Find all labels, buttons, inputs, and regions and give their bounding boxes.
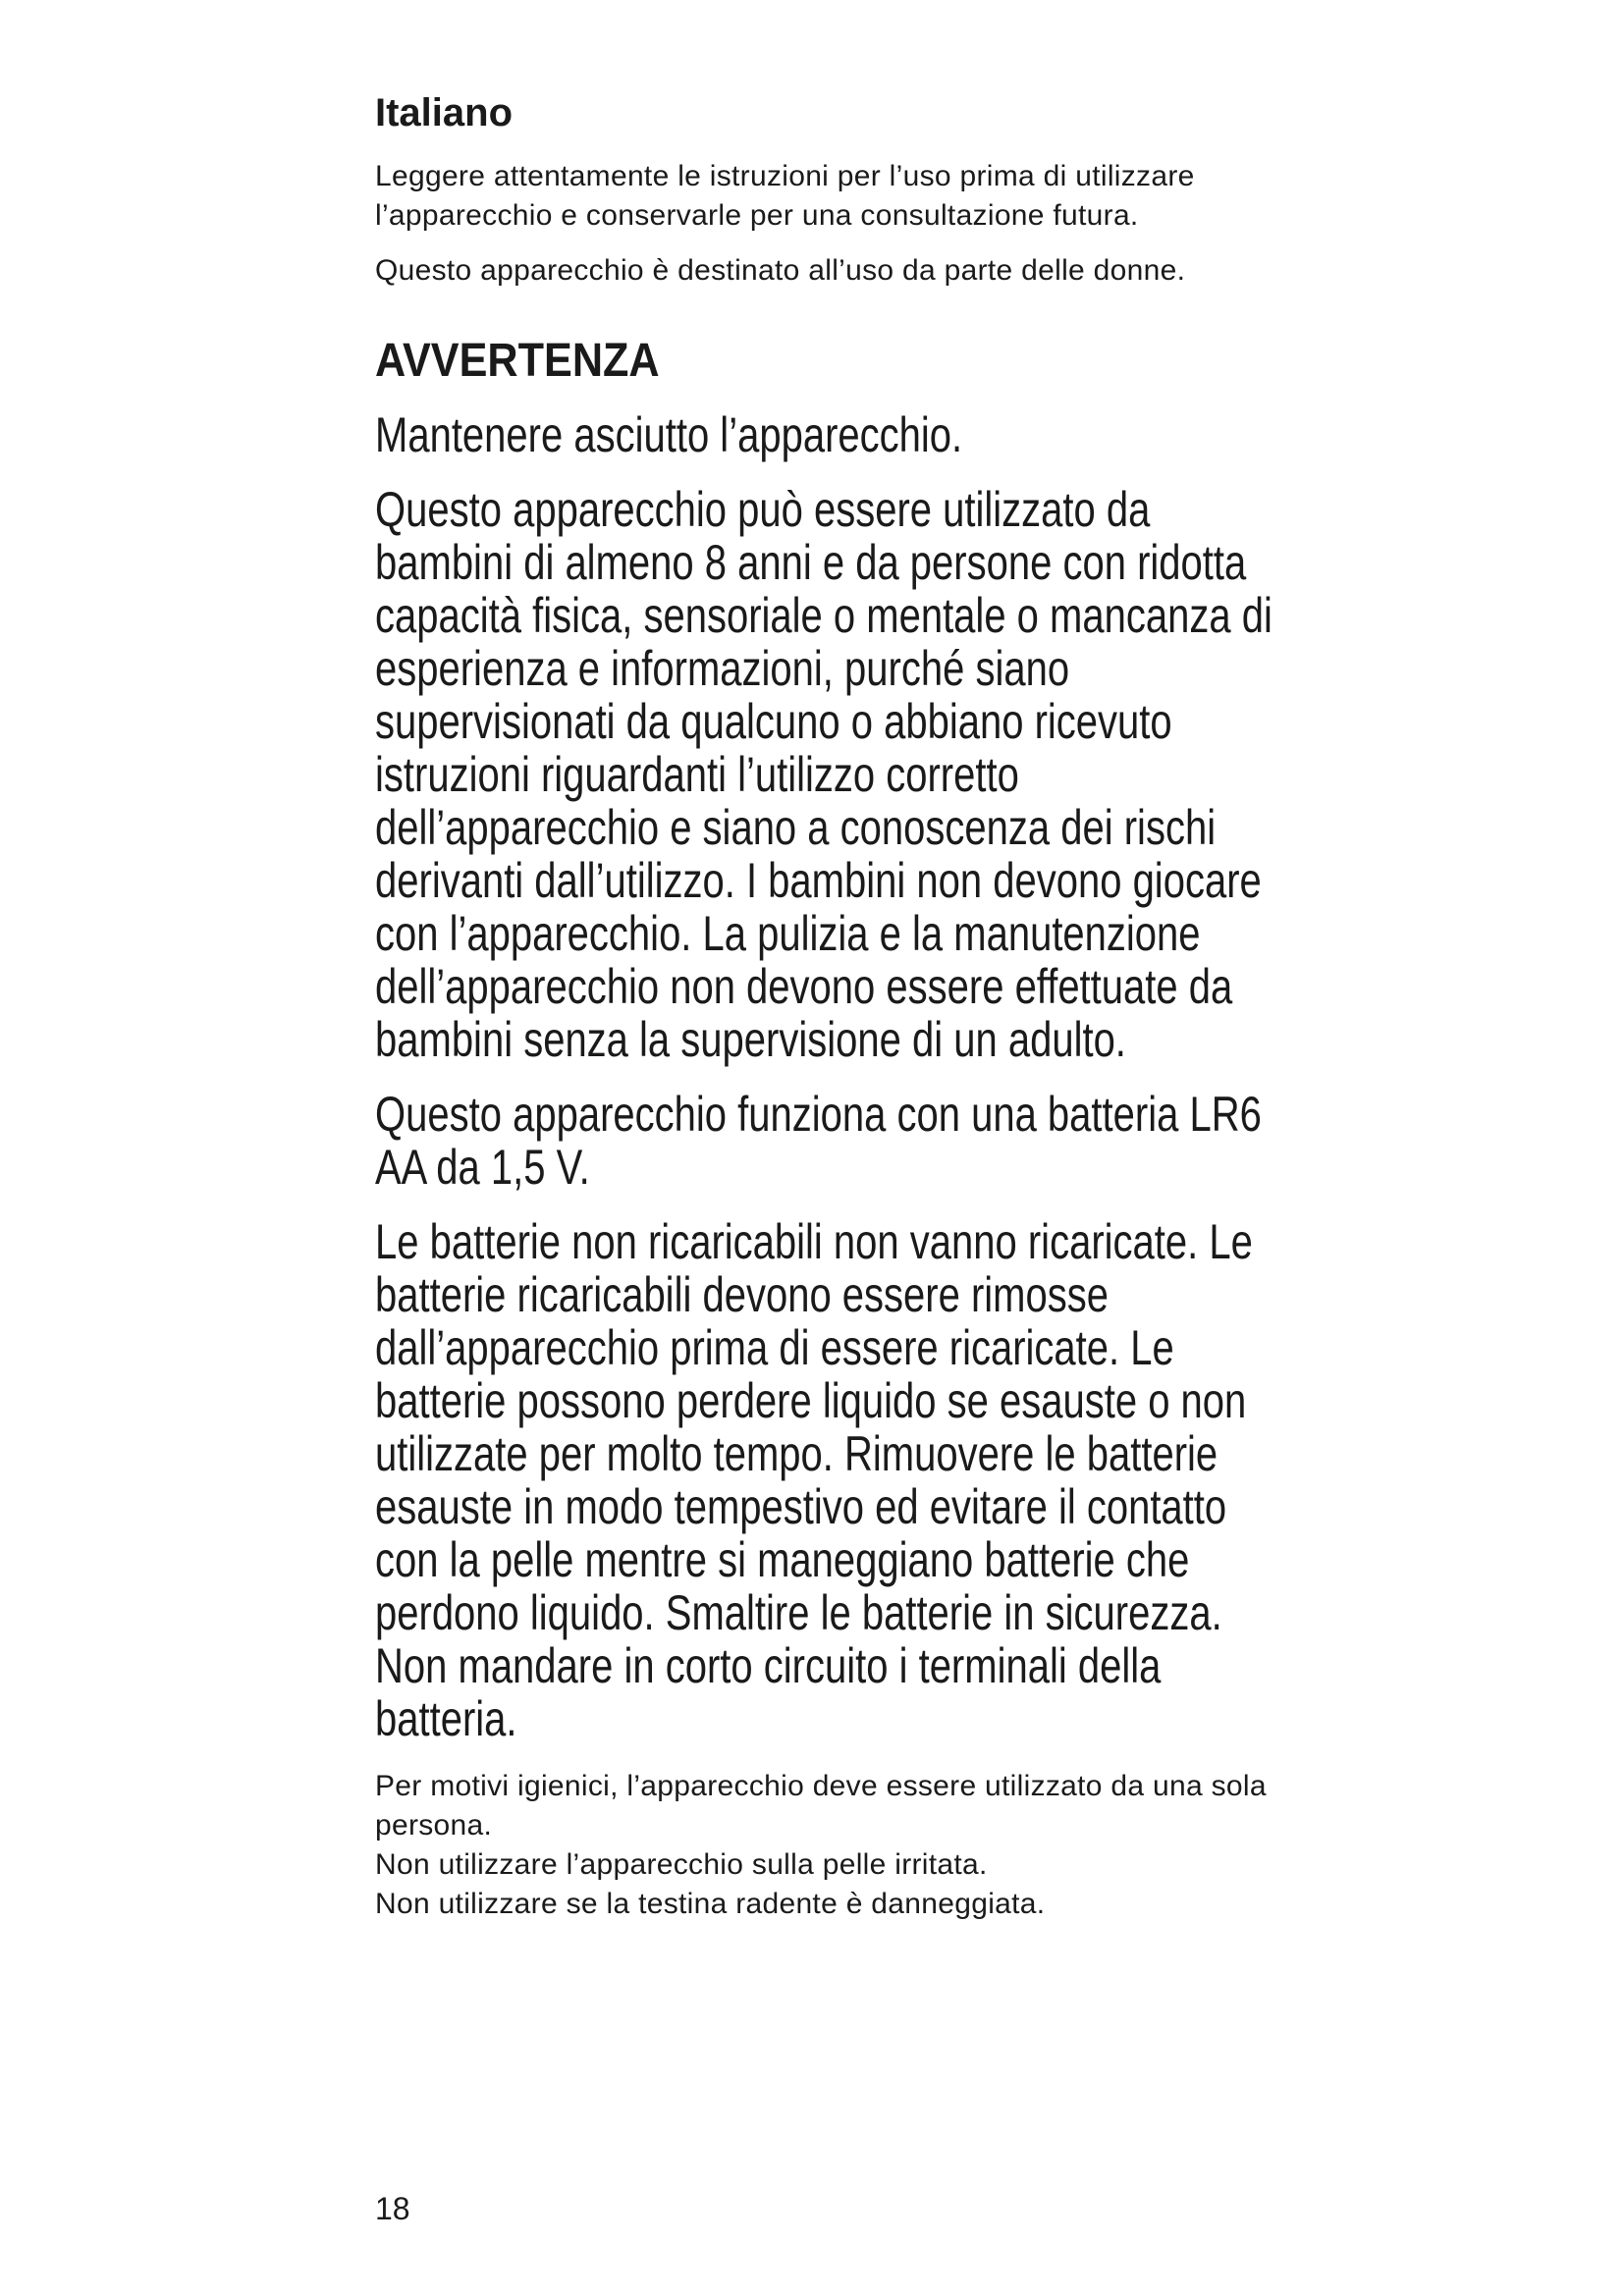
footer-note-irritated-skin: Non utilizzare l’apparecchio sulla pelle irritata.	[375, 1848, 988, 1881]
footer-notes	[375, 1767, 1278, 1924]
intro-instructions: Leggere attentamente le istruzioni per l’uso prima di utilizzare l’apparecchio e conservarle per una consultazione futura.	[375, 160, 1195, 232]
section-title: Italiano	[375, 91, 514, 134]
page-content	[375, 90, 1278, 1924]
footer-note-hygiene: Per motivi igienici, l’apparecchio deve essere utilizzato da una sola persona.	[375, 1770, 1267, 1842]
warning-keep-dry: Mantenere asciutto l’apparecchio.	[375, 407, 963, 462]
warning-children-use: Questo apparecchio può essere utilizzato da bambini di almeno 8 anni e da persone con ridotta capacità fisica, sensoriale o mentale o mancanza di esperienza e informazioni, purché siano supervisionati da qualcuno o abbiano ricevuto istruzioni riguardanti l’utilizzo corretto dell’apparecchio e siano a conoscenza dei rischi derivanti dall’utilizzo. I bambini non devono giocare con l’apparecchio. La pulizia e la manutenzione dell’apparecchio non devono essere effettuate da bambini senza la supervisione di un adulto.	[375, 482, 1272, 1067]
page-number: 18	[375, 2191, 410, 2226]
warning-battery-handling: Le batterie non ricaricabili non vanno ricaricate. Le batterie ricaricabili devono essere rimosse dall’apparecchio prima di essere ricaricate. Le batterie possono perdere liquido se esauste o non utilizzate per molto tempo. Rimuovere le batterie esauste in modo tempestivo ed evitare il contatto con la pelle mentre si maneggiano batterie che perdono liquido. Smaltire le batterie in sicurezza. Non mandare in corto circuito i terminali della batteria.	[375, 1214, 1253, 1746]
footer-note-damaged-head: Non utilizzare se la testina radente è danneggiata.	[375, 1888, 1046, 1920]
intro-intended-use: Questo apparecchio è destinato all’uso da parte delle donne.	[375, 254, 1186, 287]
warning-block	[375, 408, 1278, 1745]
warning-battery-type: Questo apparecchio funziona con una batteria LR6 AA da 1,5 V.	[375, 1087, 1262, 1195]
warning-title: AVVERTENZA	[375, 335, 660, 387]
